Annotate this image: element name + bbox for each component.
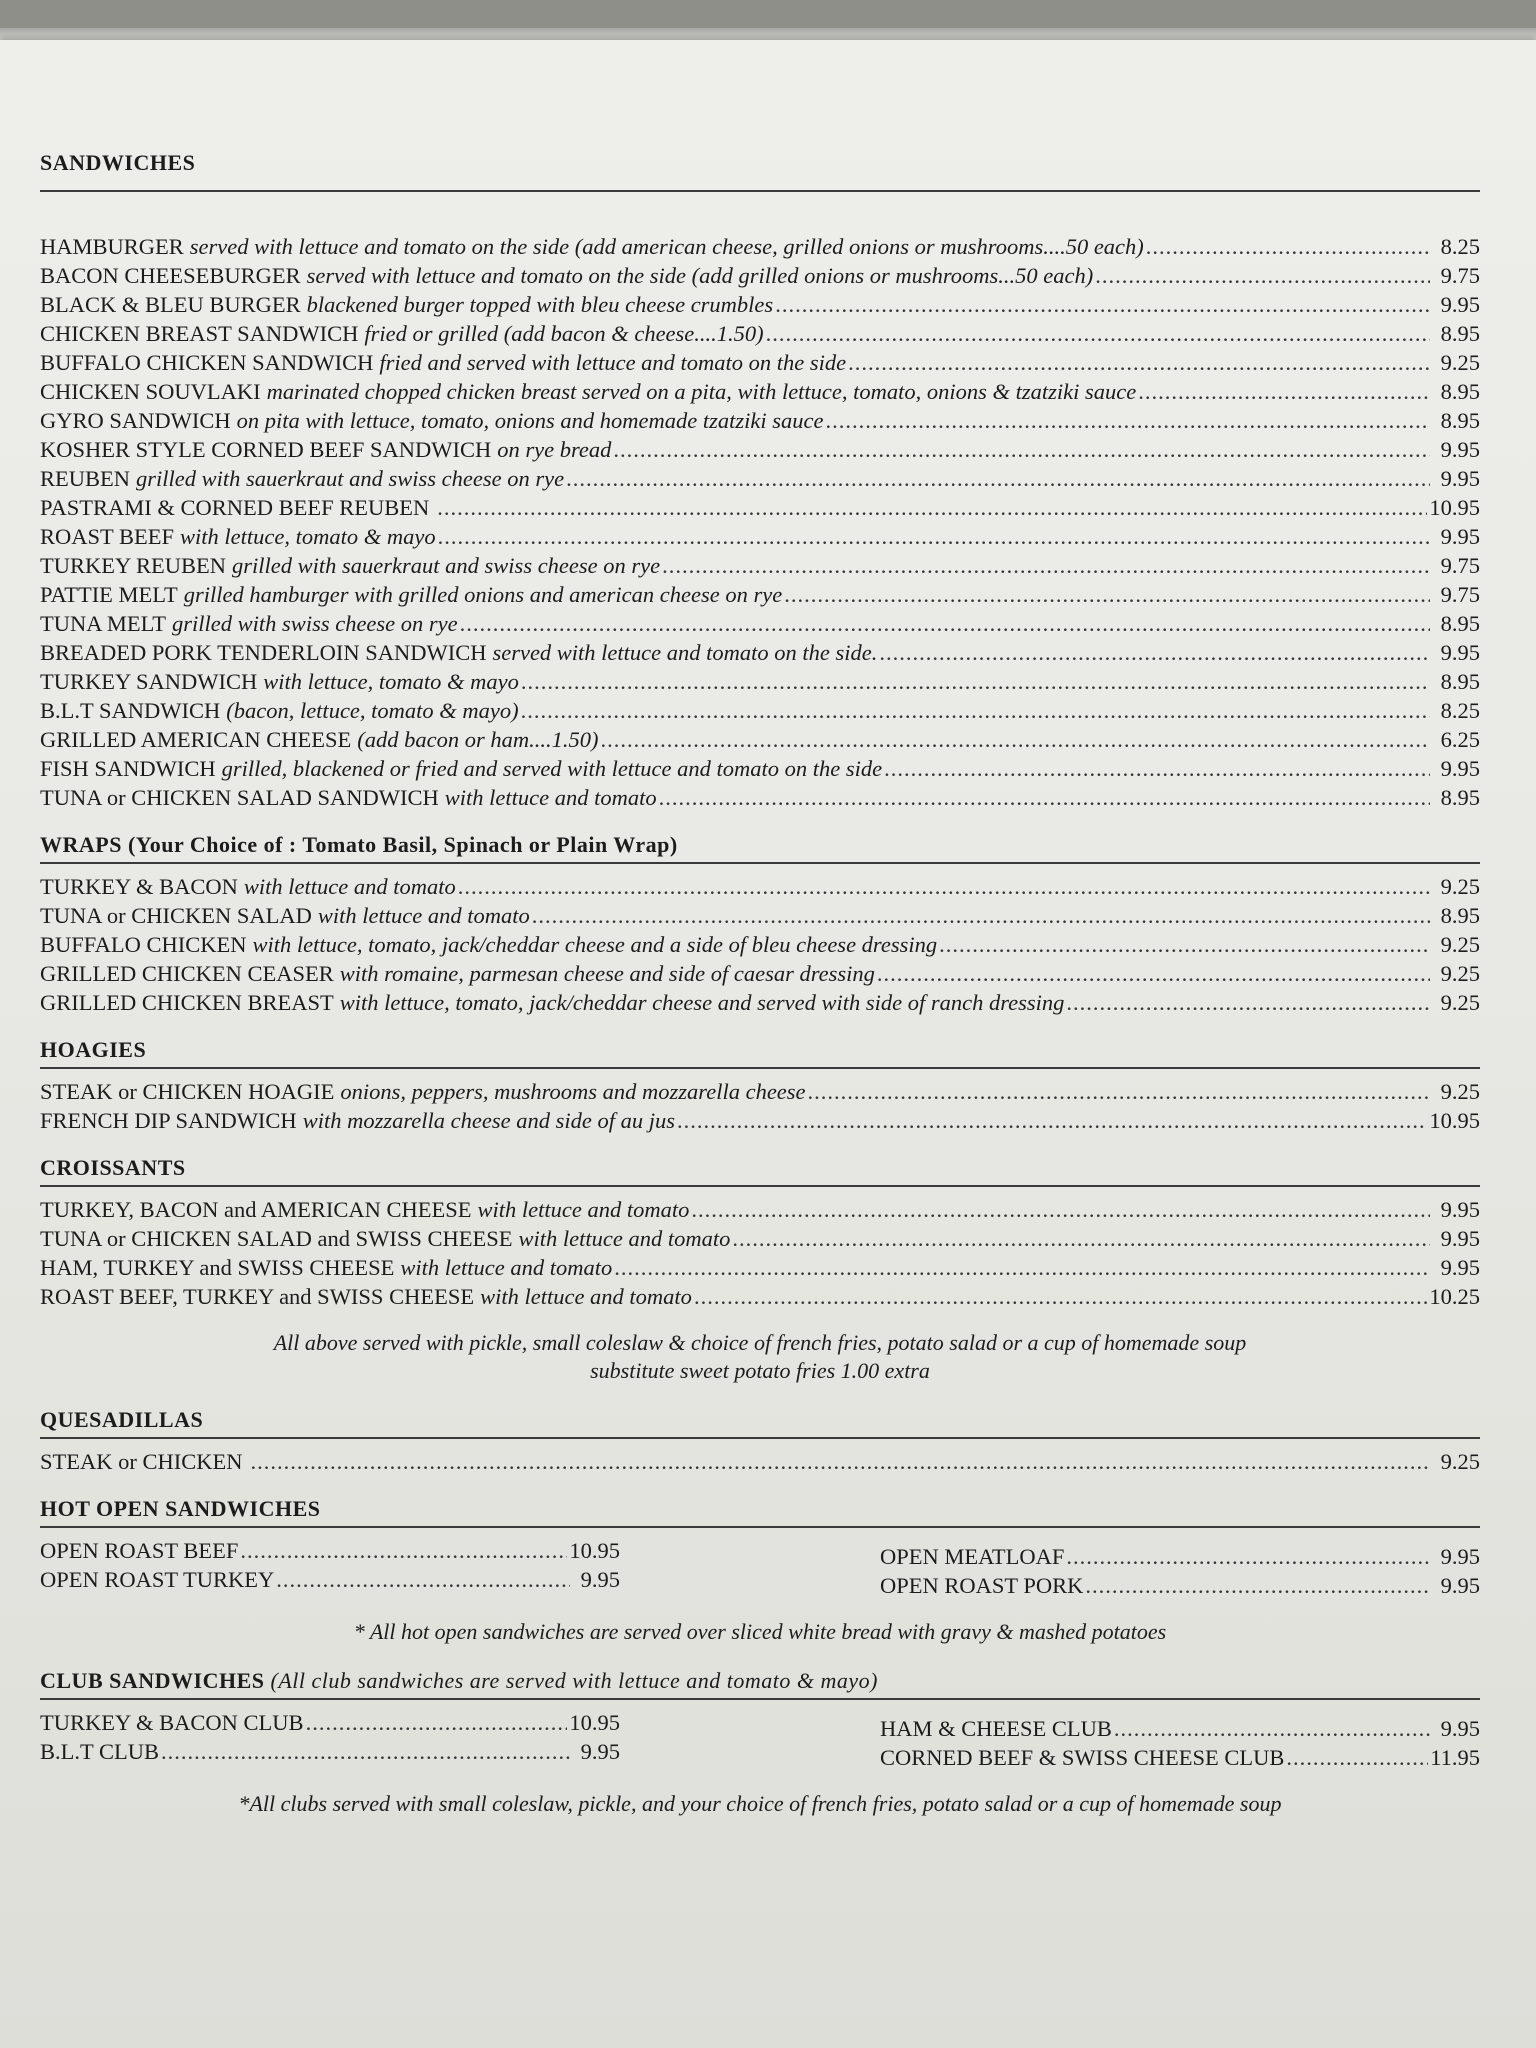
menu-item-description: grilled, blackened or fried and served with lettuce and tomato on the side: [221, 756, 883, 781]
dot-leader: [1066, 988, 1430, 1017]
menu-item: [40, 930, 1480, 959]
menu-item-price: 8.25: [1440, 698, 1480, 723]
menu-item: [40, 1565, 620, 1594]
menu-item-description: grilled hamburger with grilled onions and american cheese on rye: [183, 582, 783, 607]
dot-leader: [1114, 1714, 1430, 1743]
menu-item: [880, 1743, 1480, 1772]
dot-leader: [808, 1077, 1430, 1106]
dot-leader: [1085, 1571, 1430, 1600]
hoagies-section: [40, 1037, 1480, 1135]
dot-leader: [1138, 377, 1430, 406]
menu-item-description: with lettuce, tomato, jack/cheddar cheese and a side of bleu cheese dressing: [252, 932, 938, 957]
menu-item-price: 9.25: [1440, 1449, 1480, 1474]
dot-leader: [825, 406, 1430, 435]
menu-item: [40, 1253, 1480, 1282]
menu-item-name: BLACK & BLEU BURGER: [40, 292, 301, 317]
item-list: [40, 872, 1480, 1017]
menu-item: [40, 638, 1480, 667]
menu-item-price: 9.95: [1440, 1544, 1480, 1569]
section-heading: QUESADILLAS: [40, 1407, 1480, 1439]
menu-item-price: 8.95: [1440, 408, 1480, 433]
menu-item: [40, 377, 1480, 406]
menu-item: [880, 1542, 1480, 1571]
sides-note-line: substitute sweet potato fries 1.00 extra: [590, 1358, 930, 1383]
item-list: [40, 1077, 1480, 1135]
menu-item: [40, 1447, 1480, 1476]
dot-leader: [566, 464, 1430, 493]
dot-leader: [460, 609, 1430, 638]
menu-item-description: onions, peppers, mushrooms and mozzarella cheese: [340, 1079, 806, 1104]
menu-item-price: 9.95: [580, 1567, 620, 1592]
menu-item-description: marinated chopped chicken breast served on a pita, with lettuce, tomato, onions & tzatziki sauce: [266, 379, 1137, 404]
menu-item-price: 9.25: [1440, 961, 1480, 986]
menu-item: [40, 1195, 1480, 1224]
menu-item-name: STEAK or CHICKEN: [40, 1449, 243, 1474]
right-column: [880, 1714, 1480, 1772]
menu-item: [40, 290, 1480, 319]
menu-item-name: TUNA or CHICKEN SALAD: [40, 903, 312, 928]
menu-item-name: GRILLED AMERICAN CHEESE: [40, 727, 352, 752]
menu-item-price: 9.95: [1440, 640, 1480, 665]
menu-item-description: fried or grilled (add bacon & cheese....1.50): [364, 321, 764, 346]
dot-leader: [766, 319, 1430, 348]
menu-item-description: with lettuce and tomato: [480, 1284, 692, 1309]
menu-item: [40, 1106, 1480, 1135]
menu-item-description: served with lettuce and tomato on the side (add grilled onions or mushrooms...50 each): [306, 263, 1094, 288]
dot-leader: [694, 1282, 1427, 1311]
menu-item-description: with lettuce and tomato: [317, 903, 530, 928]
menu-item-price: 9.25: [1440, 932, 1480, 957]
left-column: [40, 1536, 620, 1600]
menu-item: [40, 609, 1480, 638]
menu-item: [40, 872, 1480, 901]
menu-item-price: 9.95: [580, 1739, 620, 1764]
menu-item-name: TUNA or CHICKEN SALAD SANDWICH: [40, 785, 439, 810]
menu-item: [40, 551, 1480, 580]
clubs-section: [40, 1668, 1480, 1818]
dot-leader: [306, 1708, 568, 1737]
menu-item-price: 10.95: [569, 1538, 620, 1563]
menu-item-name: CHICKEN BREAST SANDWICH: [40, 321, 359, 346]
menu-item-price: 8.95: [1440, 785, 1480, 810]
menu-item-description: with lettuce and tomato: [477, 1197, 690, 1222]
menu-item-name: BUFFALO CHICKEN: [40, 932, 247, 957]
menu-item-price: 9.95: [1440, 1716, 1480, 1741]
menu-item-name: OPEN ROAST BEEF: [40, 1538, 239, 1563]
menu-item: [40, 435, 1480, 464]
section-heading: SANDWICHES: [40, 150, 1480, 192]
menu-item: [40, 522, 1480, 551]
dot-leader: [1066, 1542, 1430, 1571]
menu-item-price: 9.95: [1440, 437, 1480, 462]
menu-item-name: PATTIE MELT: [40, 582, 178, 607]
menu-item-name: ROAST BEEF: [40, 524, 174, 549]
menu-item: [40, 754, 1480, 783]
menu-item: [40, 1282, 1480, 1311]
menu-item-name: TURKEY REUBEN: [40, 553, 227, 578]
dot-leader: [732, 1224, 1430, 1253]
dot-leader: [438, 522, 1430, 551]
menu-item: [40, 232, 1480, 261]
dot-leader: [1146, 232, 1430, 261]
menu-item-name: REUBEN: [40, 466, 130, 491]
menu-item-description: with lettuce and tomato: [400, 1255, 613, 1280]
menu-item-name: CHICKEN SOUVLAKI: [40, 379, 261, 404]
menu-item-description: with lettuce and tomato: [444, 785, 657, 810]
menu-item: [40, 261, 1480, 290]
left-column: [40, 1708, 620, 1772]
menu-item-name: TURKEY & BACON: [40, 874, 238, 899]
two-column-list: [40, 1708, 1480, 1772]
menu-item: [40, 959, 1480, 988]
menu-item-price: 9.95: [1440, 1197, 1480, 1222]
menu-item-name: FISH SANDWICH: [40, 756, 216, 781]
menu-item-price: 9.25: [1440, 874, 1480, 899]
dot-leader: [532, 901, 1430, 930]
menu-item-name: TURKEY SANDWICH: [40, 669, 258, 694]
menu-item-price: 9.95: [1440, 1255, 1480, 1280]
dot-leader: [276, 1565, 570, 1594]
wraps-section: [40, 832, 1480, 1017]
menu-item: [880, 1714, 1480, 1743]
dot-leader: [784, 580, 1430, 609]
menu-item-name: TUNA or CHICKEN SALAD and SWISS CHEESE: [40, 1226, 513, 1251]
dot-leader: [848, 348, 1430, 377]
menu-item-price: 6.25: [1440, 727, 1480, 752]
section-heading: HOAGIES: [40, 1037, 1480, 1069]
menu-item-description: with lettuce, tomato & mayo: [180, 524, 436, 549]
item-list: [40, 1195, 1480, 1311]
dot-leader: [775, 290, 1430, 319]
menu-item: [40, 1077, 1480, 1106]
section-heading-note: (All club sandwiches are served with lettuce and tomato & mayo): [270, 1668, 878, 1693]
menu-item-description: grilled with swiss cheese on rye: [172, 611, 458, 636]
menu-item-name: OPEN ROAST PORK: [880, 1573, 1084, 1598]
menu-item: [40, 1224, 1480, 1253]
section-heading: WRAPS (Your Choice of : Tomato Basil, Spinach or Plain Wrap): [40, 832, 1480, 864]
dot-leader: [521, 696, 1430, 725]
item-list: [40, 232, 1480, 812]
menu-item-description: with lettuce and tomato: [243, 874, 456, 899]
menu-item: [40, 406, 1480, 435]
section-heading: [40, 1668, 1480, 1700]
menu-item-description: grilled with sauerkraut and swiss cheese on rye: [232, 553, 661, 578]
menu-item-description: with lettuce and tomato: [518, 1226, 731, 1251]
menu-item-name: BUFFALO CHICKEN SANDWICH: [40, 350, 374, 375]
menu-item-name: CORNED BEEF & SWISS CHEESE CLUB: [880, 1745, 1285, 1770]
menu-item-name: GYRO SANDWICH: [40, 408, 231, 433]
clubs-note: *All clubs served with small coleslaw, pickle, and your choice of french fries, potato salad or a cup of homemade soup: [238, 1791, 1282, 1816]
menu-item-price: 10.25: [1429, 1284, 1480, 1309]
menu-item: [40, 493, 1480, 522]
menu-item-name: OPEN ROAST TURKEY: [40, 1567, 275, 1592]
menu-item-name: GRILLED CHICKEN BREAST: [40, 990, 334, 1015]
menu-item-description: on rye bread: [497, 437, 612, 462]
menu-item-price: 10.95: [1429, 1108, 1480, 1133]
dot-leader: [879, 638, 1430, 667]
dot-leader: [691, 1195, 1430, 1224]
menu-item-price: 9.75: [1440, 582, 1480, 607]
menu-item-name: GRILLED CHICKEN CEASER: [40, 961, 334, 986]
menu-item: [40, 348, 1480, 377]
menu-item-name: BREADED PORK TENDERLOIN SANDWICH: [40, 640, 487, 665]
menu-item-name: HAM, TURKEY and SWISS CHEESE: [40, 1255, 395, 1280]
menu-item-price: 9.25: [1440, 990, 1480, 1015]
menu-item-description: with mozzarella cheese and side of au jus: [302, 1108, 675, 1133]
menu-item-price: 9.75: [1440, 263, 1480, 288]
menu-item: [40, 725, 1480, 754]
menu-item: [40, 667, 1480, 696]
menu-item-description: with lettuce, tomato, jack/cheddar cheese and served with side of ranch dressing: [339, 990, 1065, 1015]
menu-item-description: with romaine, parmesan cheese and side of caesar dressing: [339, 961, 875, 986]
menu-item: [40, 1536, 620, 1565]
menu-item-price: 9.95: [1440, 1226, 1480, 1251]
dot-leader: [1095, 261, 1430, 290]
menu-item: [40, 783, 1480, 812]
quesadillas-section: [40, 1407, 1480, 1476]
menu-item: [40, 988, 1480, 1017]
dot-leader: [613, 435, 1430, 464]
croissants-section: [40, 1155, 1480, 1385]
dot-leader: [437, 493, 1427, 522]
dot-leader: [600, 725, 1430, 754]
menu-item-price: 8.95: [1440, 611, 1480, 636]
dot-leader: [161, 1737, 570, 1766]
section-heading-title: CLUB SANDWICHES: [40, 1668, 265, 1693]
menu-item-name: TURKEY & BACON CLUB: [40, 1710, 304, 1735]
section-heading: CROISSANTS: [40, 1155, 1480, 1187]
menu-item-name: ROAST BEEF, TURKEY and SWISS CHEESE: [40, 1284, 475, 1309]
dot-leader: [521, 667, 1430, 696]
menu-item: [40, 580, 1480, 609]
dot-leader: [458, 872, 1430, 901]
menu-item: [40, 1708, 620, 1737]
menu-item-price: 11.95: [1430, 1745, 1480, 1770]
hot-open-section: [40, 1496, 1480, 1646]
menu-item: [40, 1737, 620, 1766]
dot-leader: [251, 1447, 1431, 1476]
menu-item: [40, 901, 1480, 930]
menu-item-description: served with lettuce and tomato on the side.: [492, 640, 878, 665]
menu-item-name: STEAK or CHICKEN HOAGIE: [40, 1079, 335, 1104]
menu-item-description: (bacon, lettuce, tomato & mayo): [226, 698, 519, 723]
sandwiches-section: [40, 150, 1480, 812]
menu-item-description: (add bacon or ham....1.50): [357, 727, 599, 752]
menu-content: [40, 150, 1480, 1840]
menu-item-price: 10.95: [569, 1710, 620, 1735]
menu-item-price: 9.95: [1440, 524, 1480, 549]
dot-leader: [1286, 1743, 1428, 1772]
menu-item-price: 9.75: [1440, 553, 1480, 578]
menu-item: [40, 319, 1480, 348]
dot-leader: [659, 783, 1430, 812]
menu-item-price: 9.25: [1440, 1079, 1480, 1104]
dot-leader: [614, 1253, 1430, 1282]
menu-item-description: fried and served with lettuce and tomato on the side: [379, 350, 847, 375]
menu-item-description: on pita with lettuce, tomato, onions and homemade tzatziki sauce: [236, 408, 824, 433]
menu-item: [40, 464, 1480, 493]
menu-item-price: 9.95: [1440, 756, 1480, 781]
menu-item-description: blackened burger topped with bleu cheese crumbles: [306, 292, 774, 317]
menu-item-price: 8.25: [1440, 234, 1480, 259]
dot-leader: [662, 551, 1430, 580]
menu-item-name: OPEN MEATLOAF: [880, 1544, 1065, 1569]
menu-item-price: 9.95: [1440, 1573, 1480, 1598]
menu-item: [880, 1571, 1480, 1600]
menu-item-price: 9.25: [1440, 350, 1480, 375]
dot-leader: [939, 930, 1430, 959]
section-heading: HOT OPEN SANDWICHES: [40, 1496, 1480, 1528]
menu-item-name: TURKEY, BACON and AMERICAN CHEESE: [40, 1197, 472, 1222]
menu-item-name: KOSHER STYLE CORNED BEEF SANDWICH: [40, 437, 492, 462]
menu-item-price: 8.95: [1440, 903, 1480, 928]
menu-item-name: PASTRAMI & CORNED BEEF REUBEN: [40, 495, 430, 520]
menu-item-description: with lettuce, tomato & mayo: [263, 669, 519, 694]
item-list: [40, 1447, 1480, 1476]
menu-item-description: grilled with sauerkraut and swiss cheese on rye: [136, 466, 565, 491]
menu-item: [40, 696, 1480, 725]
menu-item-name: BACON CHEESEBURGER: [40, 263, 301, 288]
sides-note: [40, 1329, 1480, 1385]
sides-note-line: All above served with pickle, small coleslaw & choice of french fries, potato salad or a cup of homemade soup: [273, 1330, 1247, 1355]
menu-item-name: B.L.T SANDWICH: [40, 698, 221, 723]
dot-leader: [884, 754, 1430, 783]
menu-item-name: B.L.T CLUB: [40, 1739, 159, 1764]
menu-item-price: 10.95: [1429, 495, 1480, 520]
menu-item-price: 8.95: [1440, 669, 1480, 694]
menu-item-description: served with lettuce and tomato on the side (add american cheese, grilled onions or mushrooms....50 each): [189, 234, 1144, 259]
menu-item-price: 9.95: [1440, 292, 1480, 317]
dot-leader: [240, 1536, 567, 1565]
dot-leader: [677, 1106, 1427, 1135]
dot-leader: [877, 959, 1430, 988]
menu-item-name: TUNA MELT: [40, 611, 167, 636]
hot-open-note: * All hot open sandwiches are served over sliced white bread with gravy & mashed potatoes: [353, 1619, 1167, 1644]
menu-item-name: HAMBURGER: [40, 234, 184, 259]
two-column-list: [40, 1536, 1480, 1600]
right-column: [880, 1542, 1480, 1600]
menu-item-price: 8.95: [1440, 379, 1480, 404]
menu-item-price: 8.95: [1440, 321, 1480, 346]
menu-item-price: 9.95: [1440, 466, 1480, 491]
menu-item-name: HAM & CHEESE CLUB: [880, 1716, 1112, 1741]
menu-item-name: FRENCH DIP SANDWICH: [40, 1108, 297, 1133]
